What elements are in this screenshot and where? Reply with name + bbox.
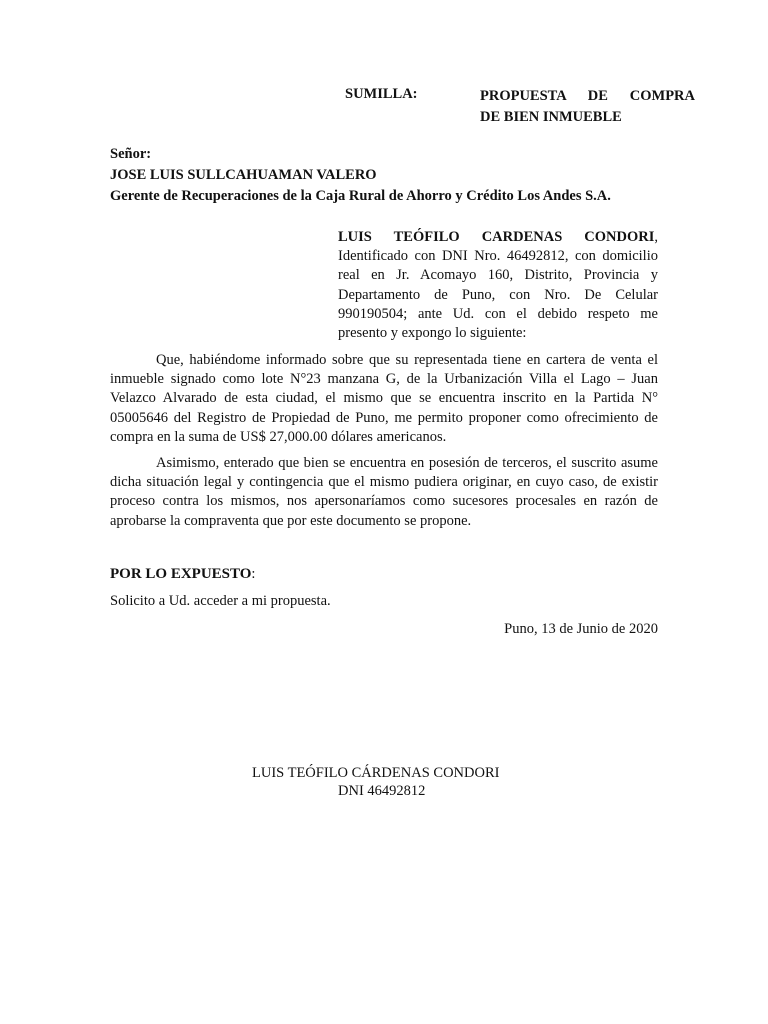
sumilla-text (480, 86, 695, 128)
signature-name: LUIS TEÓFILO CÁRDENAS CONDORI (252, 765, 500, 781)
body-paragraph-1: Que, habiéndome informado sobre que su representada tiene en cartera de venta el inmueble signado como lote N°23 manzana G, de la Urbanización Villa el Lago – Juan Velazco Alvarado de esta ciudad, el mismo que se encuentra inscrito en la Partida N° 05005646 del Registro de Propiedad de Puno, me permito proponer como ofrecimiento de compra en la suma de US$ 27,000.00 dólares americanos. (110, 352, 658, 445)
signature-dni: DNI 46492812 (338, 783, 426, 799)
place-date: Puno, 13 de Junio de 2020 (504, 621, 658, 637)
expuesto-colon: : (251, 566, 256, 582)
addressee-position: Gerente de Recuperaciones de la Caja Rural de Ahorro y Crédito Los Andes S.A. (110, 188, 611, 204)
request-line: Solicito a Ud. acceder a mi propuesta. (110, 593, 331, 609)
expuesto-label: POR LO EXPUESTO (110, 566, 252, 582)
sender-details: , Identificado con DNI Nro. 46492812, con domicilio real en Jr. Acomayo 160, Distrito, Provincia y Departamento de Puno, con Nro. De Celular 990190504; ante Ud. con el debido respeto me presento y expongo lo siguiente: (338, 229, 658, 342)
sender-block (338, 228, 658, 343)
sender-name: LUIS TEÓFILO CARDENAS CONDORI (338, 229, 655, 245)
addressee-block (110, 144, 611, 207)
sumilla-label: SUMILLA: (345, 86, 418, 102)
sumilla-line-1: PROPUESTA DE COMPRA (480, 88, 695, 104)
addressee-name: JOSE LUIS SULLCAHUAMAN VALERO (110, 167, 377, 183)
expuesto-heading (110, 566, 255, 583)
body-text (110, 351, 658, 538)
salutation: Señor: (110, 146, 152, 162)
sumilla-line-2: DE BIEN INMUEBLE (480, 109, 622, 125)
body-paragraph-2: Asimismo, enterado que bien se encuentra en posesión de terceros, el suscrito asume dicha situación legal y contingencia que el mismo pudiera originar, en cuyo caso, de existir proceso contra los mismos, nos apersonaríamos como sucesores procesales en razón de aprobarse la compraventa que por este documento se propone. (110, 455, 658, 529)
